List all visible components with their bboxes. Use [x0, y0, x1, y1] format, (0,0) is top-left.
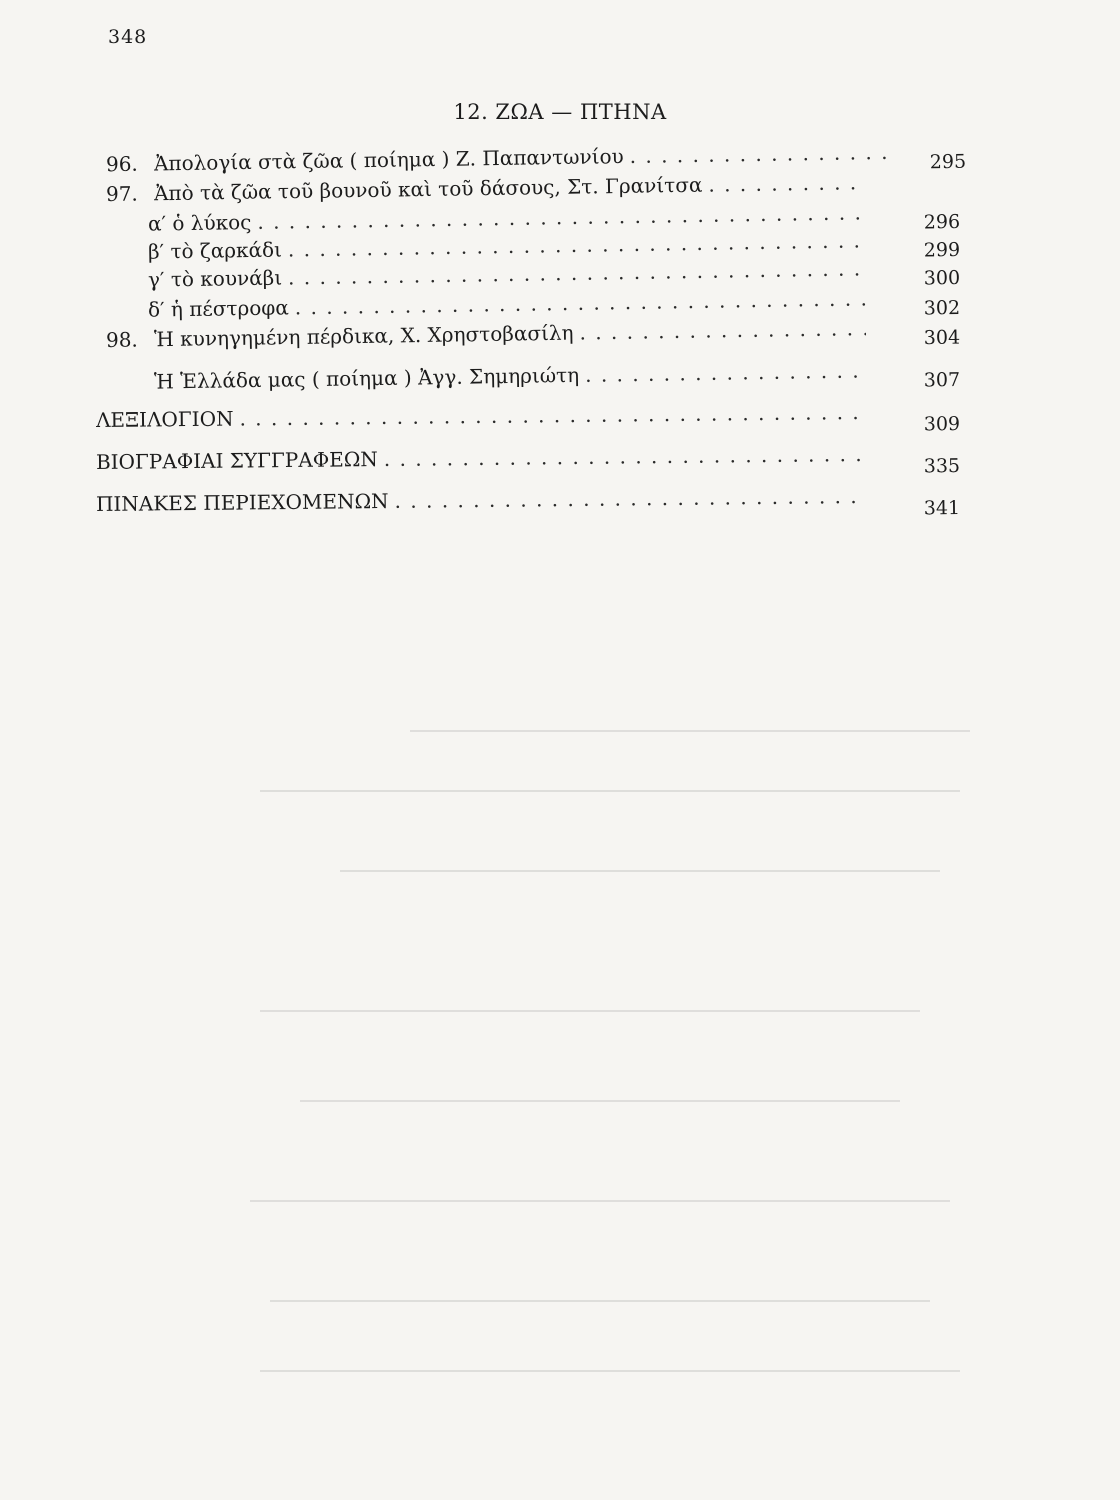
entry-title: Ἡ Ἑλλάδα μας ( ποίημα ) Ἀγγ. Σημηριώτη [153, 362, 580, 394]
toc-entry [95, 400, 961, 438]
entry-title: ΒΙΟΓΡΑΦΙΑΙ ΣΥΓΓΡΑΦΕΩΝ [95, 447, 378, 475]
entry-page: 296 [923, 210, 961, 234]
entry-title: Ἡ κυνηγημένη πέρδικα, Χ. Χρηστοβασίλη [153, 320, 574, 352]
entry-page: 302 [923, 296, 961, 320]
entry-page: 304 [923, 326, 961, 350]
entry-title: α′ ὁ λύκος [147, 210, 252, 236]
toc-entry [95, 442, 961, 480]
leader-dots [708, 170, 858, 196]
entry-title: γ′ τὸ κουνάβι [147, 265, 283, 292]
entry-title: β′ τὸ ζαρκάδι [147, 237, 283, 264]
entry-number: 97. [105, 181, 138, 207]
entry-title: Ἀπολογία στὰ ζῶα ( ποίημα ) Ζ. Παπαντωνίου [153, 144, 624, 176]
toc-entry [153, 358, 961, 399]
entry-page: 307 [923, 368, 961, 392]
entry-page: 295 [929, 150, 967, 174]
leader-dots [585, 358, 866, 386]
entry-page: 335 [923, 454, 961, 478]
entry-title: ΛΕΞΙΛΟΓΙΟΝ [95, 406, 234, 433]
leader-dots [384, 442, 866, 471]
entry-title: Ἀπὸ τὰ ζῶα τοῦ βουνοῦ καὶ τοῦ δάσους, Στ. Γρανίτσα [153, 172, 703, 206]
toc-entry [95, 484, 961, 522]
entry-page: 341 [923, 496, 961, 520]
leader-dots [239, 400, 866, 431]
section-title: 12. ΖΩΑ — ΠΤΗΝΑ [453, 100, 667, 124]
entry-number: 98. [105, 327, 138, 352]
entry-title: ΠΙΝΑΚΕΣ ΠΕΡΙΕΧΟΜΕΝΩΝ [95, 488, 389, 517]
leader-dots [394, 484, 866, 513]
page-number: 348 [108, 26, 148, 48]
entry-number: 96. [105, 151, 138, 177]
entry-title: δ′ ἡ πέστροφα [147, 295, 289, 322]
entry-page: 309 [923, 412, 961, 436]
entry-page: 299 [923, 238, 961, 262]
entry-page: 300 [923, 266, 961, 290]
leader-dots [629, 140, 896, 168]
leader-dots [579, 316, 866, 344]
